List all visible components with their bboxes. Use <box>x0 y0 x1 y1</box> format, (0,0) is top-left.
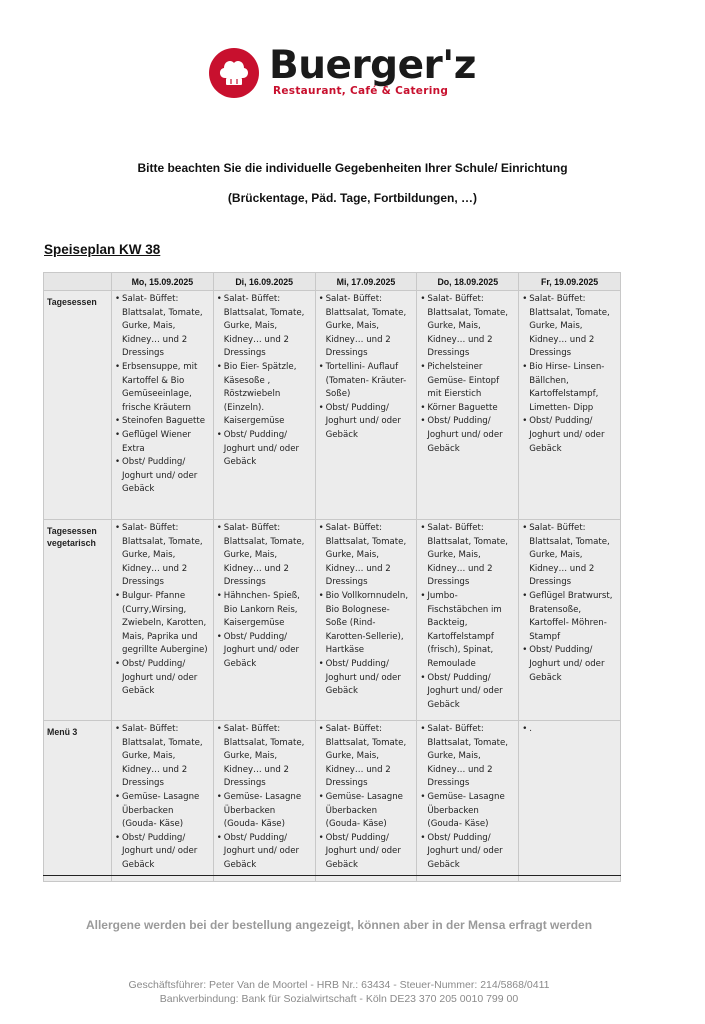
menu-item-list <box>217 522 312 672</box>
menu-item: • Obst/ Pudding/ Joghurt und/ oder Gebäck <box>420 672 515 713</box>
menu-item: • Hähnchen- Spieß, Bio Lankorn Reis, Kaisergemüse <box>217 590 312 631</box>
menu-item: • Obst/ Pudding/ Joghurt und/ oder Gebäck <box>115 658 210 699</box>
menu-item: • Pichelsteiner Gemüse- Eintopf mit Eierstich <box>420 361 515 402</box>
menu-cell <box>519 721 621 882</box>
header-corner <box>44 273 112 291</box>
menu-item: • Erbsensuppe, mit Kartoffel & Bio Gemüseeinlage, frische Kräutern <box>115 361 210 415</box>
menu-item: • Körner Baguette <box>420 402 515 416</box>
menu-item: • Bio Hirse- Linsen- Bällchen, Kartoffelstampf, Limetten- Dipp <box>522 361 617 415</box>
menu-table <box>43 272 621 882</box>
menu-item: • Obst/ Pudding/ Joghurt und/ oder Gebäck <box>319 658 414 699</box>
notice-line-1: Bitte beachten Sie die individuelle Gegebenheiten Ihrer Schule/ Einrichtung <box>137 161 568 175</box>
footer-bank-info: Bankverbindung: Bank für Sozialwirtschaft - Köln DE23 370 205 0010 799 00 <box>159 993 519 1005</box>
menu-item: • Gemüse- Lasagne Überbacken (Gouda- Käse) <box>217 791 312 832</box>
menu-cell <box>417 520 519 721</box>
menu-cell <box>417 721 519 882</box>
menu-item: • Salat- Büffet: Blattsalat, Tomate, Gurke, Mais, Kidney… und 2 Dressings <box>319 522 414 590</box>
menu-item-list <box>420 293 515 456</box>
menu-cell <box>417 291 519 520</box>
row-label: Tagesessen <box>44 291 112 520</box>
brand-logo <box>209 43 476 104</box>
menu-item: • Bulgur- Pfanne (Curry,Wirsing, Zwiebeln, Karotten, Mais, Paprika und gegrillte Aubergine) <box>115 590 210 658</box>
notice-line-2: (Brückentage, Päd. Tage, Fortbildungen, …) <box>227 191 478 205</box>
menu-cell <box>519 520 621 721</box>
menu-cell <box>213 721 315 882</box>
menu-item-list <box>217 293 312 470</box>
menu-item: • Obst/ Pudding/ Joghurt und/ oder Gebäck <box>522 644 617 685</box>
menu-item-list <box>319 723 414 873</box>
menu-item-list <box>115 522 210 699</box>
menu-item-list <box>217 723 312 873</box>
menu-item: • Jumbo- Fischstäbchen im Backteig, Kartoffelstampf (frisch), Spinat, Remoulade <box>420 590 515 672</box>
menu-item: • Salat- Büffet: Blattsalat, Tomate, Gurke, Mais, Kidney… und 2 Dressings <box>420 723 515 791</box>
table-row <box>44 721 621 882</box>
menu-item: • Salat- Büffet: Blattsalat, Tomate, Gurke, Mais, Kidney… und 2 Dressings <box>319 293 414 361</box>
menu-item: • Obst/ Pudding/ Joghurt und/ oder Gebäck <box>420 832 515 873</box>
menu-item-list <box>522 293 617 456</box>
day-header: Mo, 15.09.2025 <box>112 273 214 291</box>
menu-item: • Geflügel Bratwurst, Bratensoße, Kartoffel- Möhren- Stampf <box>522 590 617 644</box>
day-header: Di, 16.09.2025 <box>213 273 315 291</box>
plan-title: Speiseplan KW 38 <box>44 242 161 257</box>
menu-item: • Obst/ Pudding/ Joghurt und/ oder Gebäck <box>115 456 210 497</box>
menu-item: • Obst/ Pudding/ Joghurt und/ oder Gebäck <box>420 415 515 456</box>
menu-item-list <box>319 522 414 699</box>
menu-cell <box>315 291 417 520</box>
menu-item: • Gemüse- Lasagne Überbacken (Gouda- Käse) <box>115 791 210 832</box>
menu-item: • Salat- Büffet: Blattsalat, Tomate, Gurke, Mais, Kidney… und 2 Dressings <box>522 522 617 590</box>
row-label: Menü 3 <box>44 721 112 882</box>
day-header: Fr, 19.09.2025 <box>519 273 621 291</box>
menu-cell <box>112 291 214 520</box>
menu-item: • Bio Eier- Spätzle, Käsesoße , Röstzwiebeln (Einzeln). Kaisergemüse <box>217 361 312 429</box>
menu-item: • Salat- Büffet: Blattsalat, Tomate, Gurke, Mais, Kidney… und 2 Dressings <box>522 293 617 361</box>
menu-item: • Obst/ Pudding/ Joghurt und/ oder Gebäck <box>217 832 312 873</box>
menu-item-list <box>420 723 515 873</box>
brand-name: Buerger'z <box>269 43 476 88</box>
menu-cell <box>213 520 315 721</box>
table-row <box>44 520 621 721</box>
table-bottom-rule <box>43 875 621 876</box>
menu-item: • Obst/ Pudding/ Joghurt und/ oder Gebäck <box>115 832 210 873</box>
menu-item: • Salat- Büffet: Blattsalat, Tomate, Gurke, Mais, Kidney… und 2 Dressings <box>217 293 312 361</box>
menu-item: • Steinofen Baguette <box>115 415 210 429</box>
menu-item: • Obst/ Pudding/ Joghurt und/ oder Gebäck <box>319 832 414 873</box>
menu-cell <box>112 721 214 882</box>
menu-item: • Obst/ Pudding/ Joghurt und/ oder Gebäck <box>319 402 414 443</box>
menu-item: • Geflügel Wiener Extra <box>115 429 210 456</box>
menu-item-list <box>420 522 515 712</box>
footer-company-info: Geschäftsführer: Peter Van de Moortel - HRB Nr.: 63434 - Steuer-Nummer: 214/5868/0411 <box>128 979 550 991</box>
table-header-row <box>44 273 621 291</box>
menu-item: • Tortellini- Auflauf (Tomaten- Kräuter- Soße) <box>319 361 414 402</box>
menu-cell <box>519 291 621 520</box>
day-header: Do, 18.09.2025 <box>417 273 519 291</box>
menu-item: • Bio Vollkornnudeln, Bio Bolognese- Soße (Rind- Karotten-Sellerie), Hartkäse <box>319 590 414 658</box>
menu-item-list <box>115 293 210 497</box>
menu-cell <box>213 291 315 520</box>
menu-item-list <box>522 723 617 737</box>
day-header: Mi, 17.09.2025 <box>315 273 417 291</box>
menu-item: • Salat- Büffet: Blattsalat, Tomate, Gurke, Mais, Kidney… und 2 Dressings <box>217 723 312 791</box>
menu-item: • Gemüse- Lasagne Überbacken (Gouda- Käse) <box>420 791 515 832</box>
menu-item: • Gemüse- Lasagne Überbacken (Gouda- Käse) <box>319 791 414 832</box>
menu-item: • Salat- Büffet: Blattsalat, Tomate, Gurke, Mais, Kidney… und 2 Dressings <box>115 293 210 361</box>
menu-item: • Obst/ Pudding/ Joghurt und/ oder Gebäck <box>522 415 617 456</box>
menu-item: • . <box>522 723 617 737</box>
menu-item: • Salat- Büffet: Blattsalat, Tomate, Gurke, Mais, Kidney… und 2 Dressings <box>115 723 210 791</box>
chef-hat-icon <box>209 48 259 98</box>
menu-item: • Salat- Büffet: Blattsalat, Tomate, Gurke, Mais, Kidney… und 2 Dressings <box>217 522 312 590</box>
menu-cell <box>315 520 417 721</box>
menu-item: • Obst/ Pudding/ Joghurt und/ oder Gebäck <box>217 429 312 470</box>
menu-cell <box>112 520 214 721</box>
brand-tagline: Restaurant, Café & Catering <box>273 85 449 97</box>
menu-item: • Salat- Büffet: Blattsalat, Tomate, Gurke, Mais, Kidney… und 2 Dressings <box>115 522 210 590</box>
menu-item: • Obst/ Pudding/ Joghurt und/ oder Gebäck <box>217 631 312 672</box>
table-row <box>44 291 621 520</box>
menu-item-list <box>319 293 414 443</box>
menu-item-list <box>115 723 210 873</box>
menu-item: • Salat- Büffet: Blattsalat, Tomate, Gurke, Mais, Kidney… und 2 Dressings <box>319 723 414 791</box>
menu-item: • Salat- Büffet: Blattsalat, Tomate, Gurke, Mais, Kidney… und 2 Dressings <box>420 522 515 590</box>
row-label: Tagesessen vegetarisch <box>44 520 112 721</box>
menu-item-list <box>522 522 617 685</box>
allergen-note: Allergene werden bei der bestellung angezeigt, können aber in der Mensa erfragt werden <box>85 918 593 932</box>
menu-item: • Salat- Büffet: Blattsalat, Tomate, Gurke, Mais, Kidney… und 2 Dressings <box>420 293 515 361</box>
menu-cell <box>315 721 417 882</box>
